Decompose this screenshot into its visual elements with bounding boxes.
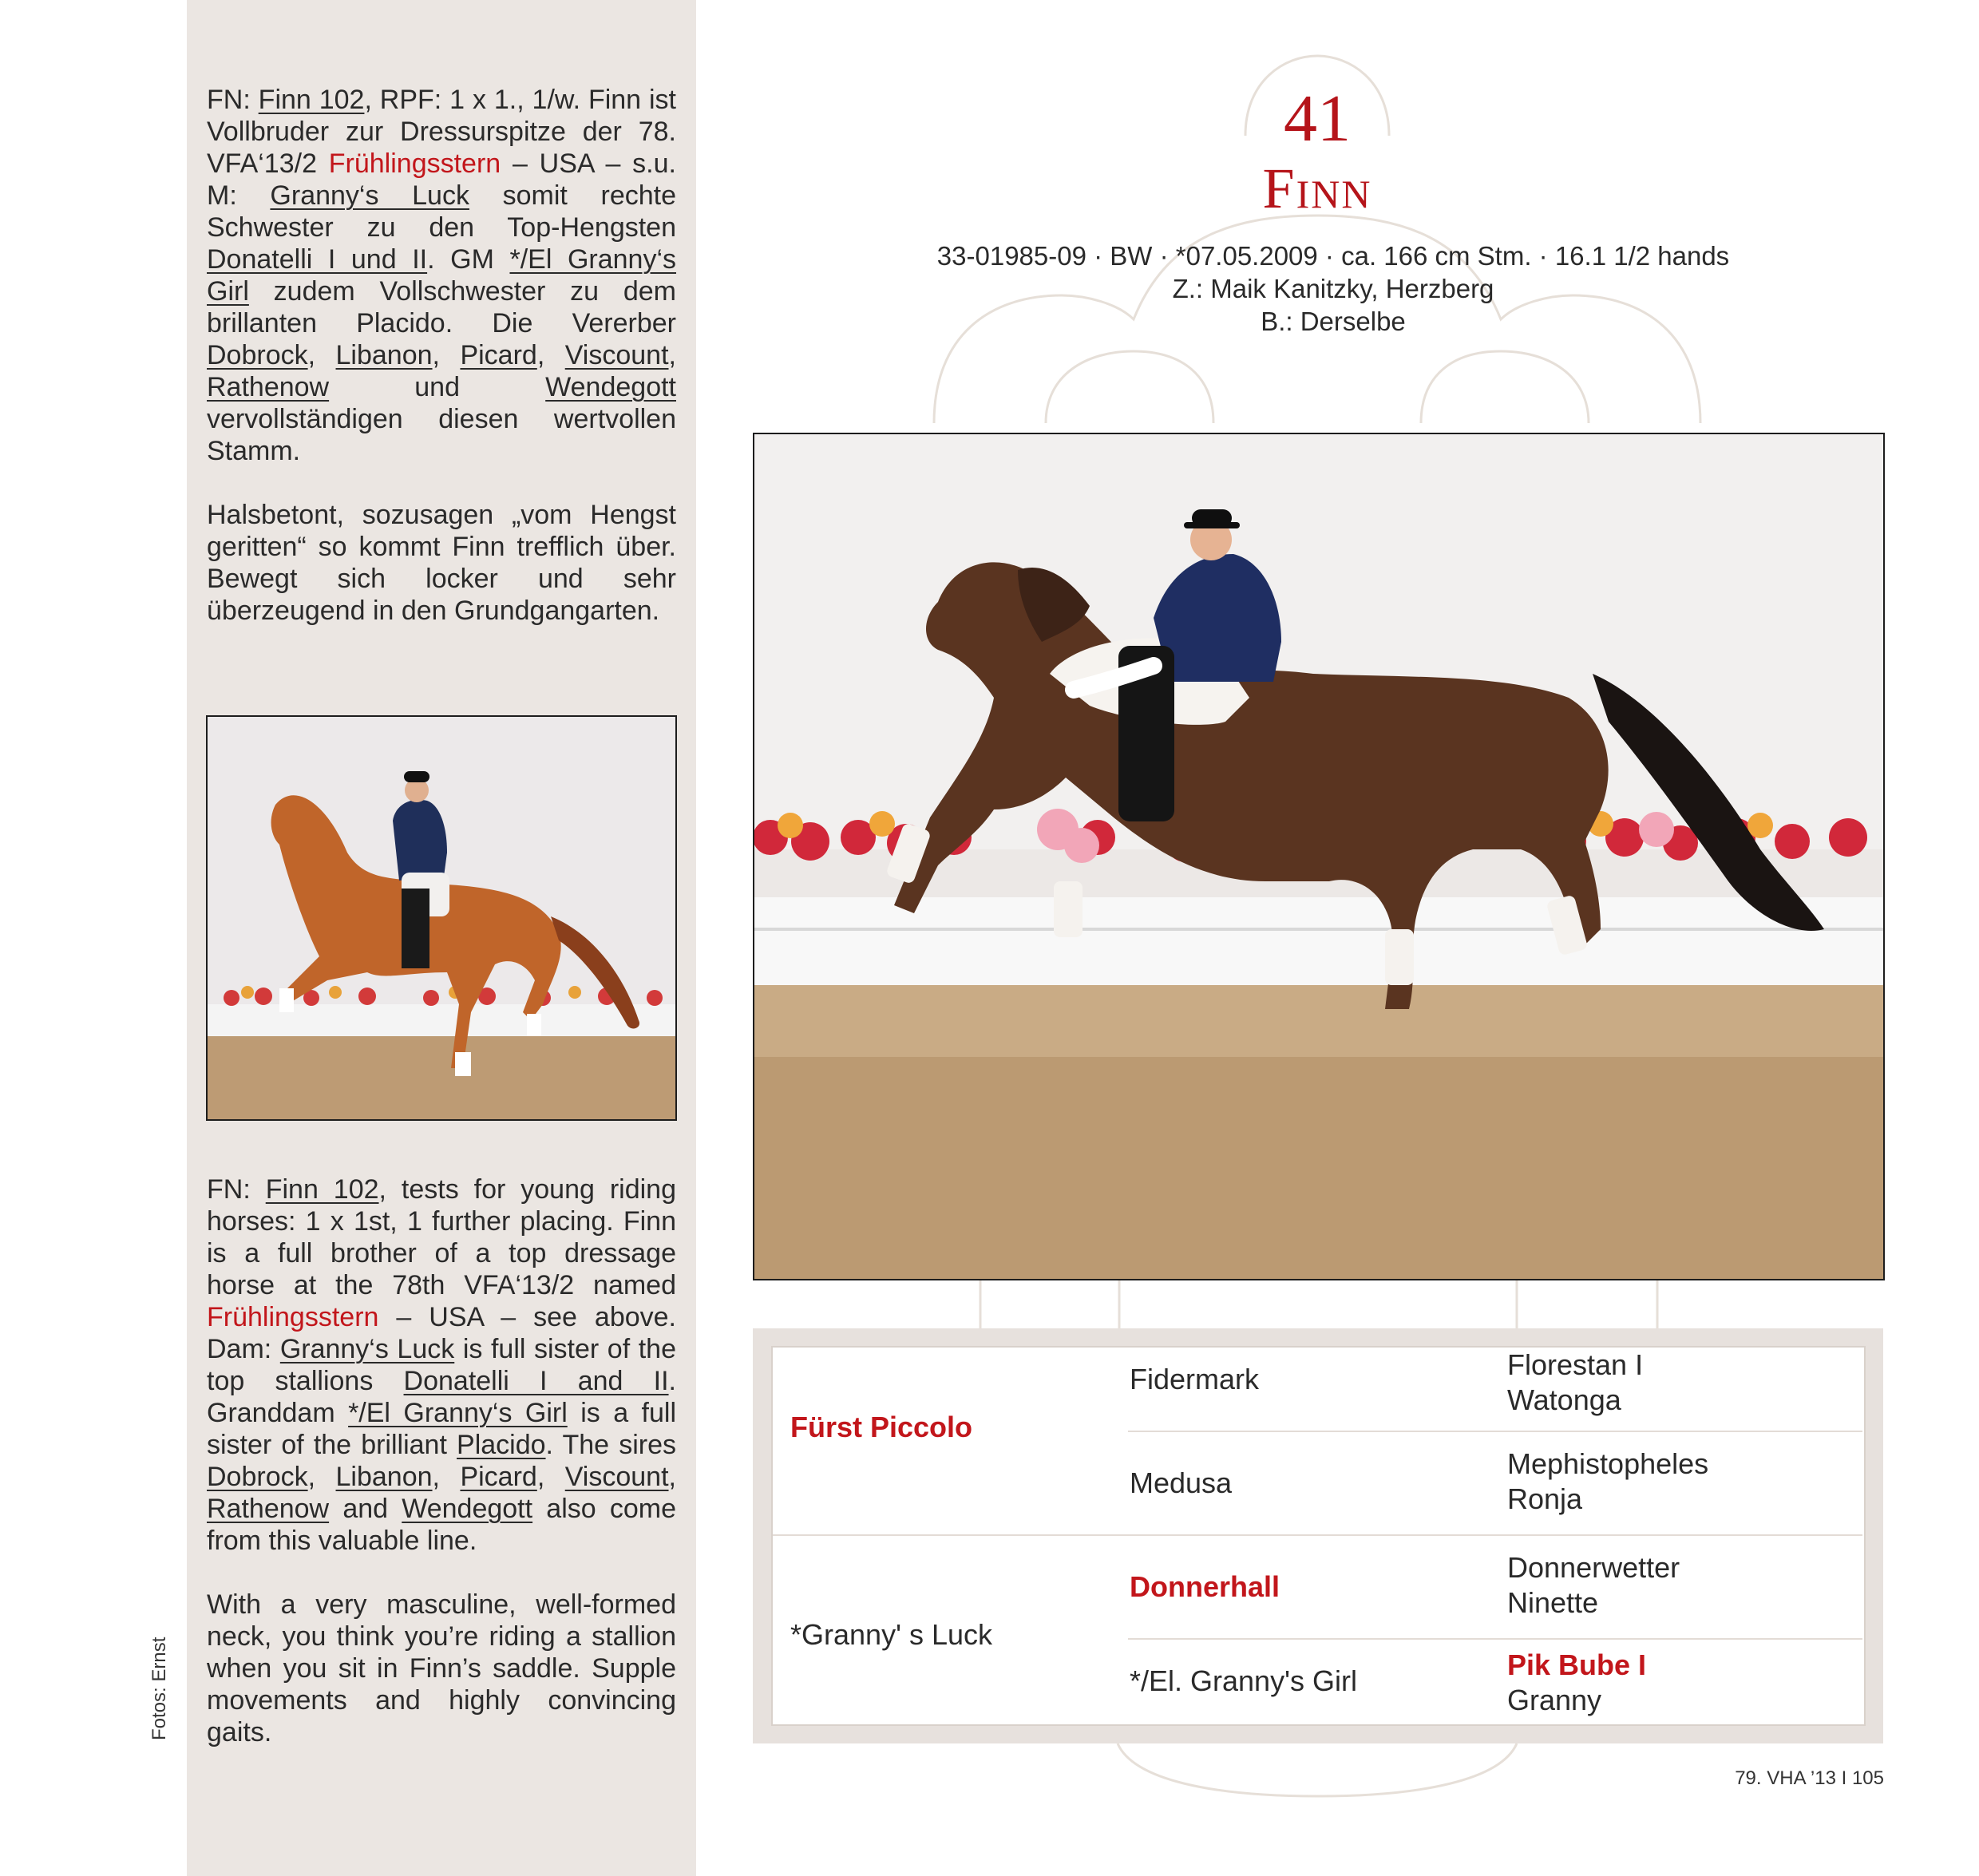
text-run: . GM xyxy=(427,244,510,275)
underlined-reference: Dobrock xyxy=(207,340,308,370)
text-run: , xyxy=(668,340,676,370)
english-description-paragraph: With a very masculine, well-formed neck, you think you’re riding a stallion when you sit in Finn’s saddle. Supple movements and highly convincing gaits. xyxy=(207,1589,676,1747)
pedigree-sire-sire: Fidermark xyxy=(1130,1363,1260,1395)
page-number: 79. VHA ’13 I 105 xyxy=(1735,1767,1884,1789)
highlighted-name: Frühlingsstern xyxy=(328,148,501,179)
underlined-reference: Picard xyxy=(460,1462,537,1492)
underlined-reference: Dobrock xyxy=(207,1462,308,1492)
pedigree-dam-dam: */El. Granny's Girl xyxy=(1130,1664,1357,1697)
text-run: and xyxy=(329,1494,402,1524)
pedigree-divider xyxy=(1128,1431,1862,1432)
breeder-line: Z.: Maik Kanitzky, Herzberg xyxy=(1172,274,1494,303)
underlined-reference: Finn 102 xyxy=(258,85,365,115)
text-run: , xyxy=(536,340,565,370)
text-run: , xyxy=(307,1462,336,1492)
text-run: vervollständigen diesen wertvollen Stamm. xyxy=(207,404,676,466)
underlined-reference: Wendegott xyxy=(545,372,676,402)
underlined-reference: Granny‘s Luck xyxy=(270,180,469,211)
pedigree-dam: *Granny' s Luck xyxy=(790,1618,992,1651)
pedigree-sdd: Ronja xyxy=(1507,1482,1583,1515)
german-pedigree-paragraph xyxy=(207,84,676,467)
pedigree-ddd: Granny xyxy=(1507,1684,1602,1716)
text-run: is a full sister of the brilliant xyxy=(207,1398,676,1460)
underlined-reference: */El Granny‘s Girl xyxy=(348,1398,568,1428)
text-run: , xyxy=(307,340,336,370)
small-horse-photo xyxy=(206,715,677,1121)
text-run: also come from this valuable line. xyxy=(207,1494,676,1556)
pedigree-dss: Donnerwetter xyxy=(1507,1551,1680,1584)
pedigree-sire-dam: Medusa xyxy=(1130,1466,1233,1499)
underlined-reference: Granny‘s Luck xyxy=(279,1334,455,1364)
text-run: , xyxy=(668,1462,676,1492)
text-run: FN: xyxy=(207,1174,266,1205)
pedigree-ssd: Watonga xyxy=(1507,1383,1621,1416)
text-run: , xyxy=(536,1462,565,1492)
underlined-reference: Libanon xyxy=(335,1462,433,1492)
underlined-reference: Donatelli I and II xyxy=(403,1366,669,1396)
underlined-reference: Viscount xyxy=(564,340,669,370)
text-run: is full sister of the top stallions xyxy=(207,1334,676,1396)
underlined-reference: */El Granny‘s Girl xyxy=(207,244,677,307)
german-description-paragraph: Halsbetont, sozusagen „vom Hengst geritten“ so kommt Finn trefflich über. Bewegt sich locker und sehr überzeugend in den Grundgangarten. xyxy=(207,500,676,626)
underlined-reference: Finn 102 xyxy=(265,1174,379,1205)
owner-line: B.: Derselbe xyxy=(1261,307,1406,336)
text-run: , xyxy=(432,1462,461,1492)
underlined-reference: Wendegott xyxy=(402,1494,533,1524)
text-run: . The sires xyxy=(545,1430,676,1460)
pedigree-dsd: Ninette xyxy=(1507,1586,1599,1619)
underlined-reference: Viscount xyxy=(564,1462,669,1492)
horse-details: 33-01985-09 · BW · *07.05.2009 · ca. 166 cm Stm. · 16.1 1/2 hands xyxy=(936,241,1730,271)
pedigree-divider xyxy=(773,1534,1862,1536)
text-run: , RPF: 1 x 1., 1/w. Finn ist Vollbruder zur Dressurspitze der 78. VFA‘13/2 xyxy=(207,85,676,179)
text-run: zudem Vollschwester zu dem brillanten Placido. Die Vererber xyxy=(207,276,676,338)
text-run: und xyxy=(329,372,546,402)
highlighted-name: Frühlingsstern xyxy=(207,1302,379,1332)
pedigree-dds: Pik Bube I xyxy=(1507,1648,1647,1681)
text-run: , xyxy=(432,340,461,370)
underlined-reference: Rathenow xyxy=(207,372,330,402)
underlined-reference: Donatelli I und II xyxy=(207,244,428,275)
underlined-reference: Rathenow xyxy=(207,1494,330,1524)
catalog-number: 41 xyxy=(1284,81,1351,156)
text-run: FN: xyxy=(207,85,259,115)
underlined-reference: Libanon xyxy=(335,340,433,370)
underlined-reference: Picard xyxy=(460,340,537,370)
german-text-block xyxy=(207,84,676,627)
pedigree-sire: Fürst Piccolo xyxy=(790,1411,973,1443)
text-run: – USA – see above. Dam: xyxy=(207,1302,676,1364)
english-pedigree-paragraph xyxy=(207,1173,676,1557)
main-horse-photo xyxy=(753,433,1885,1280)
pedigree-divider xyxy=(1128,1638,1862,1640)
text-run: . Granddam xyxy=(207,1366,676,1428)
text-run: , tests for young riding horses: 1 x 1st, 1 further placing. Finn is a full brother of a top dressage horse at the 78th VFA‘13/2 named xyxy=(207,1174,676,1300)
text-run: – USA – s.u. M: xyxy=(207,148,676,211)
horse-name: Finn xyxy=(1262,156,1372,220)
pedigree-sds: Mephistopheles xyxy=(1507,1447,1709,1480)
photo-credit: Fotos: Ernst xyxy=(148,1637,170,1740)
english-text-block xyxy=(207,1173,676,1748)
pedigree-dam-sire: Donnerhall xyxy=(1130,1570,1280,1603)
underlined-reference: Placido xyxy=(457,1430,546,1460)
pedigree-sss: Florestan I xyxy=(1507,1348,1644,1381)
text-run: somit rechte Schwester zu den Top-Hengsten xyxy=(207,180,676,243)
